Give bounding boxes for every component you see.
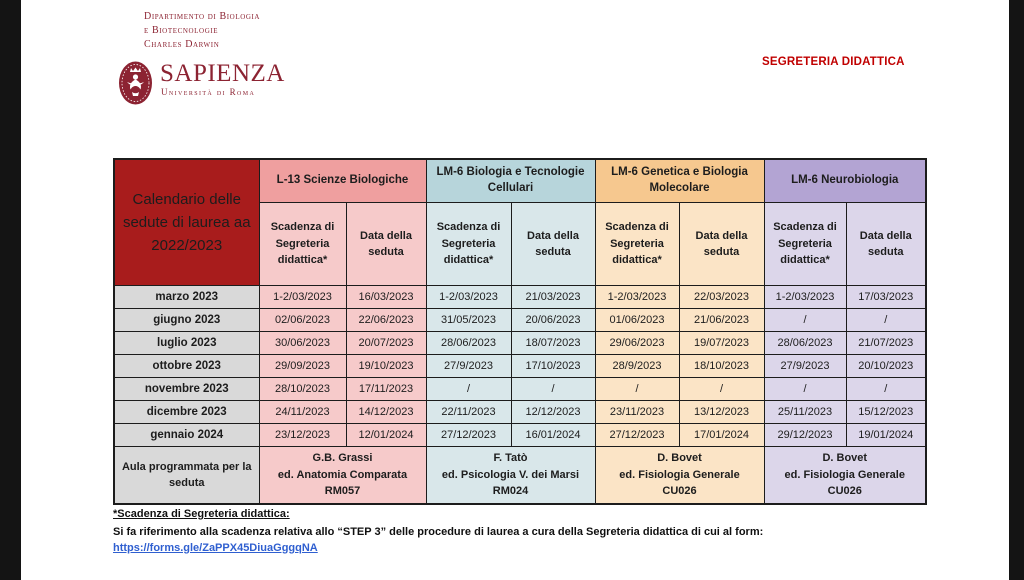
- date-cell: 1-2/03/2023: [259, 286, 346, 309]
- date-cell: 29/12/2023: [764, 424, 846, 447]
- date-cell: 25/11/2023: [764, 401, 846, 424]
- date-cell: 17/11/2023: [346, 378, 426, 401]
- date-cell: 12/01/2024: [346, 424, 426, 447]
- date-cell: 13/12/2023: [679, 401, 764, 424]
- aula-line: RM057: [324, 485, 361, 498]
- date-cell: 28/9/2023: [595, 355, 679, 378]
- aula-line: D. Bovet: [822, 452, 868, 465]
- date-cell: 31/05/2023: [426, 309, 511, 332]
- aula-line: ed. Fisiologia Generale: [784, 468, 905, 481]
- table-row: [114, 309, 926, 332]
- group-header-0: L-13 Scienze Biologiche: [259, 159, 426, 203]
- footnote: [113, 506, 953, 557]
- logo-subtitle: Università di Roma: [161, 87, 256, 97]
- subheader-date-1: Data della seduta: [511, 203, 595, 286]
- aula-line: CU026: [827, 485, 862, 498]
- aula-cell-3: [764, 447, 926, 505]
- subheader-deadline-2: Scadenza di Segreteria didattica*: [595, 203, 679, 286]
- aula-line: ed. Psicologia V. dei Marsi: [441, 468, 580, 481]
- date-cell: /: [511, 378, 595, 401]
- date-cell: 19/07/2023: [679, 332, 764, 355]
- date-cell: /: [846, 378, 926, 401]
- table-row: [114, 378, 926, 401]
- date-cell: 24/11/2023: [259, 401, 346, 424]
- aula-line: RM024: [492, 485, 529, 498]
- aula-line: CU026: [662, 485, 697, 498]
- aula-line: ed. Fisiologia Generale: [619, 468, 740, 481]
- date-cell: 30/06/2023: [259, 332, 346, 355]
- date-cell: 22/11/2023: [426, 401, 511, 424]
- date-cell: 1-2/03/2023: [426, 286, 511, 309]
- sapienza-logo-icon: [117, 60, 154, 106]
- aula-line: G.B. Grassi: [312, 452, 373, 465]
- subheader-date-2: Data della seduta: [679, 203, 764, 286]
- subheader-date-3: Data della seduta: [846, 203, 926, 286]
- table-row: [114, 401, 926, 424]
- date-cell: /: [679, 378, 764, 401]
- date-cell: 27/9/2023: [426, 355, 511, 378]
- date-cell: /: [595, 378, 679, 401]
- month-cell: marzo 2023: [114, 286, 259, 309]
- date-cell: 21/07/2023: [846, 332, 926, 355]
- date-cell: 16/01/2024: [511, 424, 595, 447]
- footnote-body: Si fa riferimento alla scadenza relativa allo “STEP 3” delle procedure di laurea a cura della Segreteria didattica di cui al form:: [113, 525, 764, 538]
- date-cell: 19/01/2024: [846, 424, 926, 447]
- date-cell: /: [426, 378, 511, 401]
- segreteria-didattica-label: SEGRETERIA DIDATTICA: [762, 56, 905, 68]
- date-cell: 15/12/2023: [846, 401, 926, 424]
- date-cell: 27/9/2023: [764, 355, 846, 378]
- forms-link[interactable]: https://forms.gle/ZaPPX45DiuaGggqNA: [113, 542, 318, 554]
- aula-line: ed. Anatomia Comparata: [277, 468, 408, 481]
- aula-cell-1: [426, 447, 595, 505]
- date-cell: 29/09/2023: [259, 355, 346, 378]
- department-line: e Biotecnologie: [144, 25, 219, 36]
- month-cell: gennaio 2024: [114, 424, 259, 447]
- date-cell: 17/01/2024: [679, 424, 764, 447]
- date-cell: 22/03/2023: [679, 286, 764, 309]
- department-line: Charles Darwin: [144, 39, 220, 50]
- date-cell: /: [764, 309, 846, 332]
- logo-wordmark: SAPIENZA: [160, 60, 285, 87]
- date-cell: /: [764, 378, 846, 401]
- date-cell: 20/07/2023: [346, 332, 426, 355]
- date-cell: 17/03/2023: [846, 286, 926, 309]
- date-cell: 28/06/2023: [426, 332, 511, 355]
- month-cell: ottobre 2023: [114, 355, 259, 378]
- table-row: [114, 355, 926, 378]
- date-cell: 23/12/2023: [259, 424, 346, 447]
- footnote-title: *Scadenza di Segreteria didattica:: [113, 508, 290, 520]
- date-cell: 20/06/2023: [511, 309, 595, 332]
- group-header-2: LM-6 Genetica e Biologia Molecolare: [595, 159, 764, 203]
- aula-label-cell: Aula programmata per la seduta: [114, 447, 259, 505]
- date-cell: 23/11/2023: [595, 401, 679, 424]
- date-cell: 01/06/2023: [595, 309, 679, 332]
- date-cell: 14/12/2023: [346, 401, 426, 424]
- date-cell: 18/10/2023: [679, 355, 764, 378]
- aula-line: D. Bovet: [657, 452, 702, 465]
- department-name: [144, 10, 260, 52]
- subheader-deadline-0: Scadenza di Segreteria didattica*: [259, 203, 346, 286]
- department-line: Dipartimento di Biologia: [144, 11, 261, 22]
- date-cell: 1-2/03/2023: [595, 286, 679, 309]
- subheader-deadline-3: Scadenza di Segreteria didattica*: [764, 203, 846, 286]
- month-cell: luglio 2023: [114, 332, 259, 355]
- calendar-title: Calendario delle sedute di laurea aa 2022/2023: [114, 159, 259, 286]
- aula-line: F. Tatò: [493, 452, 528, 465]
- subheader-date-0: Data della seduta: [346, 203, 426, 286]
- date-cell: 27/12/2023: [426, 424, 511, 447]
- date-cell: 28/06/2023: [764, 332, 846, 355]
- table-row: [114, 424, 926, 447]
- group-header-3: LM-6 Neurobiologia: [764, 159, 926, 203]
- date-cell: 02/06/2023: [259, 309, 346, 332]
- table-body: [114, 159, 926, 504]
- date-cell: 27/12/2023: [595, 424, 679, 447]
- date-cell: 21/03/2023: [511, 286, 595, 309]
- date-cell: 29/06/2023: [595, 332, 679, 355]
- subheader-deadline-1: Scadenza di Segreteria didattica*: [426, 203, 511, 286]
- date-cell: 17/10/2023: [511, 355, 595, 378]
- date-cell: 1-2/03/2023: [764, 286, 846, 309]
- date-cell: 28/10/2023: [259, 378, 346, 401]
- month-cell: novembre 2023: [114, 378, 259, 401]
- month-cell: giugno 2023: [114, 309, 259, 332]
- table-row: [114, 332, 926, 355]
- graduation-calendar-table: [113, 158, 927, 505]
- date-cell: 22/06/2023: [346, 309, 426, 332]
- table-row: [114, 286, 926, 309]
- date-cell: 18/07/2023: [511, 332, 595, 355]
- date-cell: /: [846, 309, 926, 332]
- date-cell: 16/03/2023: [346, 286, 426, 309]
- aula-cell-0: [259, 447, 426, 505]
- aula-cell-2: [595, 447, 764, 505]
- month-cell: dicembre 2023: [114, 401, 259, 424]
- date-cell: 19/10/2023: [346, 355, 426, 378]
- group-header-1: LM-6 Biologia e Tecnologie Cellulari: [426, 159, 595, 203]
- date-cell: 21/06/2023: [679, 309, 764, 332]
- date-cell: 20/10/2023: [846, 355, 926, 378]
- document-page: [21, 0, 1009, 580]
- date-cell: 12/12/2023: [511, 401, 595, 424]
